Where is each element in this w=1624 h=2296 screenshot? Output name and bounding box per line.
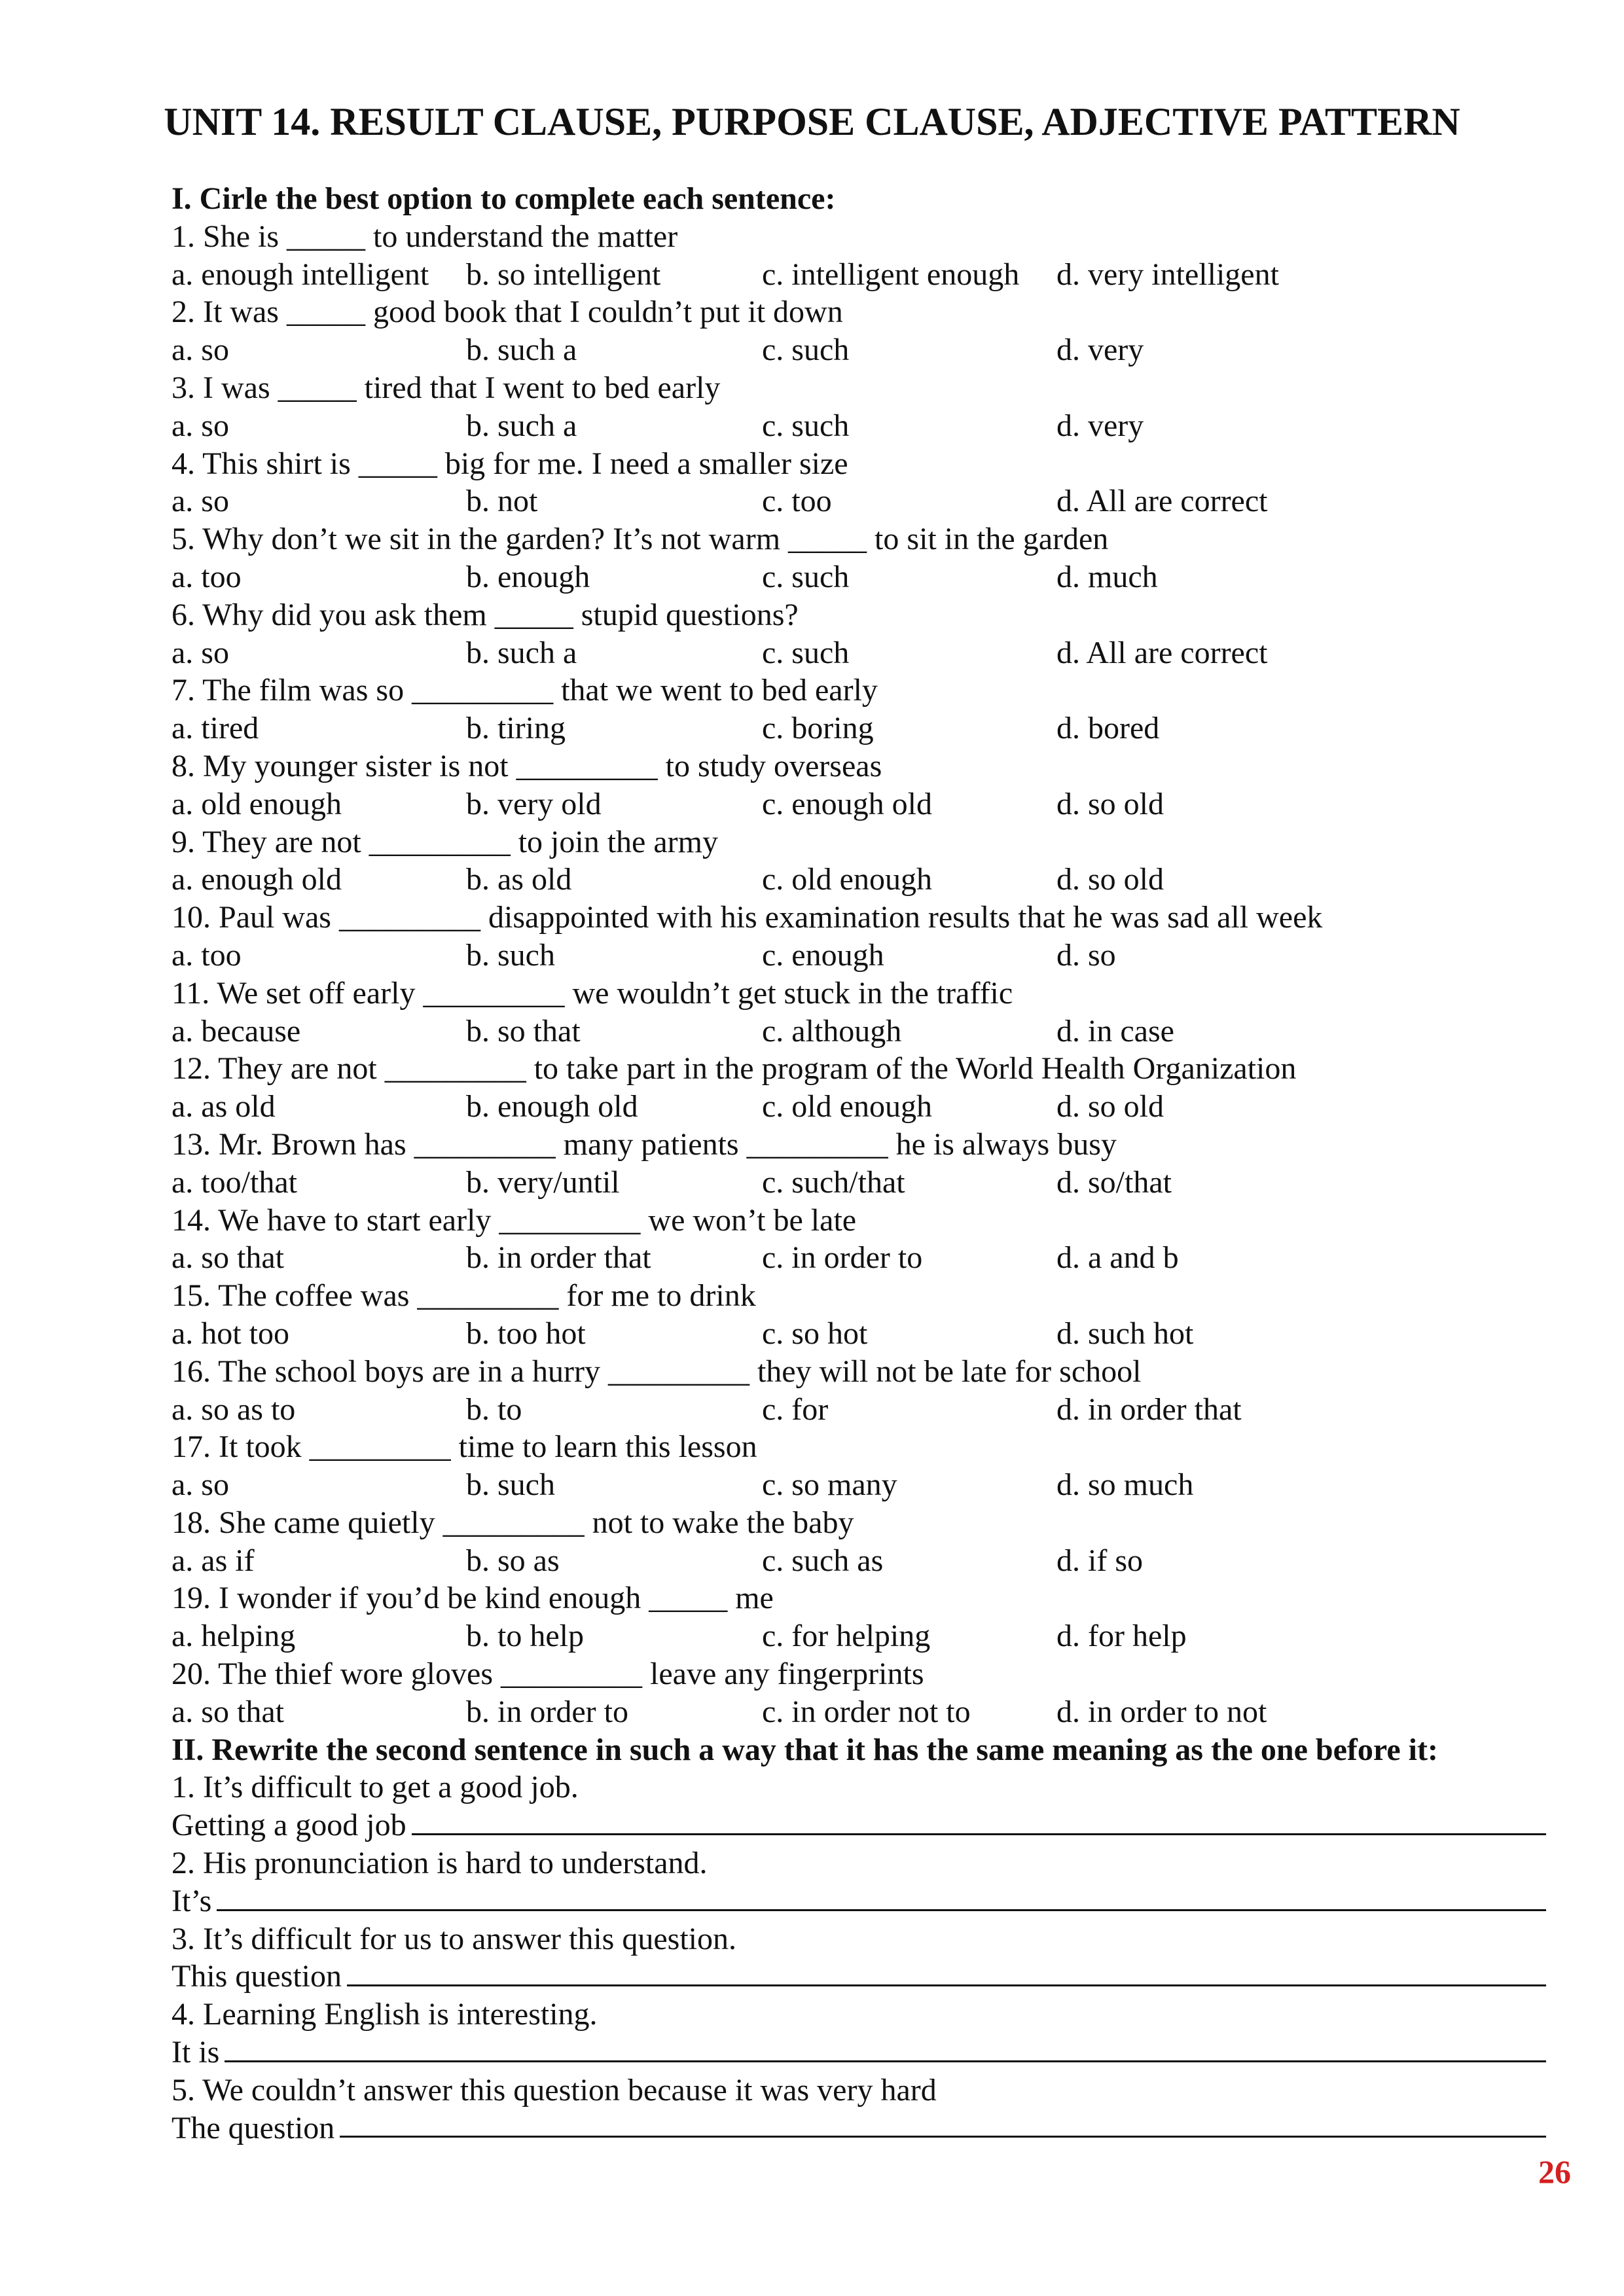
option-4-c[interactable]: c. too [762,484,832,519]
options-row-7 [171,709,1546,747]
option-13-c[interactable]: c. such/that [762,1164,905,1200]
option-17-c[interactable]: c. so many [762,1467,897,1503]
option-10-b[interactable]: b. such [466,937,555,973]
option-9-c[interactable]: c. old enough [762,862,932,897]
page-number: 26 [1538,2153,1571,2190]
option-20-a[interactable]: a. so that [171,1694,284,1729]
option-18-b[interactable]: b. so as [466,1543,560,1578]
option-2-c[interactable]: c. such [762,332,850,368]
question-12: 12. They are not _________ to take part in the program of the World Health Organization [171,1051,1297,1086]
option-13-b[interactable]: b. very/until [466,1164,620,1200]
answer-blank-2[interactable] [217,1909,1546,1911]
option-10-c[interactable]: c. enough [762,937,884,973]
question-list [171,218,1546,1731]
option-12-b[interactable]: b. enough old [466,1089,638,1124]
option-7-d[interactable]: d. bored [1056,711,1160,746]
question-5: 5. Why don’t we sit in the garden? It’s not warm _____ to sit in the garden [171,522,1109,557]
option-19-a[interactable]: a. helping [171,1619,296,1654]
rewrite-sentence-3: 3. It’s difficult for us to answer this question. [171,1921,737,1956]
option-17-a[interactable]: a. so [171,1467,229,1503]
option-11-c[interactable]: c. although [762,1013,902,1049]
option-16-a[interactable]: a. so as to [171,1391,296,1427]
section-2-heading: II. Rewrite the second sentence in such a way that it has the same meaning as the one before it: [171,1732,1438,1767]
option-14-b[interactable]: b. in order that [466,1240,651,1276]
option-9-d[interactable]: d. so old [1056,862,1164,897]
options-row-2 [171,331,1546,369]
option-12-c[interactable]: c. old enough [762,1089,932,1124]
worksheet-content [171,180,1546,2147]
rewrite-sentence-4: 4. Learning English is interesting. [171,1997,598,2032]
option-15-a[interactable]: a. hot too [171,1316,289,1351]
option-8-c[interactable]: c. enough old [762,786,932,821]
rewrite-sentence-2: 2. His pronunciation is hard to understand. [171,1846,708,1881]
option-6-d[interactable]: d. All are correct [1056,635,1268,670]
options-row-20 [171,1693,1546,1731]
options-row-5 [171,558,1546,596]
rewrite-lead-4: It is [171,2035,220,2070]
option-12-a[interactable]: a. as old [171,1089,276,1124]
option-11-b[interactable]: b. so that [466,1013,581,1049]
options-row-12 [171,1088,1546,1126]
option-8-d[interactable]: d. so old [1056,786,1164,821]
option-20-c[interactable]: c. in order not to [762,1694,971,1729]
option-20-d[interactable]: d. in order to not [1056,1694,1267,1729]
rewrite-lead-5: The question [171,2110,335,2145]
option-3-c[interactable]: c. such [762,408,850,443]
option-1-a[interactable]: a. enough intelligent [171,257,429,292]
option-5-a[interactable]: a. too [171,559,242,594]
option-3-d[interactable]: d. very [1056,408,1144,443]
section-1-heading: I. Cirle the best option to complete each sentence: [171,181,836,216]
option-10-a[interactable]: a. too [171,937,242,973]
option-7-a[interactable]: a. tired [171,711,259,746]
question-14: 14. We have to start early _________ we won’t be late [171,1202,857,1238]
options-row-14 [171,1239,1546,1277]
question-15: 15. The coffee was _________ for me to drink [171,1278,756,1314]
options-row-11 [171,1013,1546,1050]
options-row-6 [171,634,1546,672]
answer-blank-4[interactable] [225,2060,1546,2062]
rewrite-lead-3: This question [171,1959,342,1994]
option-4-a[interactable]: a. so [171,484,229,519]
options-row-8 [171,785,1546,823]
question-17: 17. It took _________ time to learn this lesson [171,1429,757,1465]
rewrite-answer-row-2 [171,1882,1546,1920]
option-4-b[interactable]: b. not [466,484,538,519]
option-20-b[interactable]: b. in order to [466,1694,628,1729]
option-1-b[interactable]: b. so intelligent [466,257,661,292]
option-7-c[interactable]: c. boring [762,711,874,746]
option-18-a[interactable]: a. as if [171,1543,255,1578]
option-1-d[interactable]: d. very intelligent [1056,257,1279,292]
option-16-c[interactable]: c. for [762,1391,829,1427]
answer-blank-1[interactable] [412,1833,1546,1835]
option-10-d[interactable]: d. so [1056,937,1116,973]
question-19: 19. I wonder if you’d be kind enough _____ me [171,1581,774,1616]
option-3-a[interactable]: a. so [171,408,229,443]
question-2: 2. It was _____ good book that I couldn’t put it down [171,295,843,330]
option-2-d[interactable]: d. very [1056,332,1144,368]
options-row-19 [171,1617,1546,1655]
question-6: 6. Why did you ask them _____ stupid questions? [171,597,799,632]
options-row-10 [171,937,1546,975]
option-14-c[interactable]: c. in order to [762,1240,923,1276]
question-11: 11. We set off early _________ we wouldn’t get stuck in the traffic [171,975,1013,1011]
answer-blank-5[interactable] [340,2136,1546,2138]
option-19-d[interactable]: d. for help [1056,1619,1187,1654]
option-15-c[interactable]: c. so hot [762,1316,868,1351]
rewrite-sentence-5: 5. We couldn’t answer this question because it was very hard [171,2072,937,2108]
option-14-d[interactable]: d. a and b [1056,1240,1179,1276]
option-9-b[interactable]: b. as old [466,862,572,897]
option-5-c[interactable]: c. such [762,559,850,594]
rewrite-answer-row-3 [171,1958,1546,1996]
question-16: 16. The school boys are in a hurry _________ they will not be late for school [171,1354,1142,1389]
option-8-a[interactable]: a. old enough [171,786,342,821]
option-18-d[interactable]: d. if so [1056,1543,1143,1578]
option-17-b[interactable]: b. such [466,1467,555,1503]
question-10: 10. Paul was _________ disappointed with his examination results that he was sad all week [171,900,1323,935]
rewrite-answer-row-5 [171,2109,1546,2147]
option-15-d[interactable]: d. such hot [1056,1316,1194,1351]
unit-title: UNIT 14. RESULT CLAUSE, PURPOSE CLAUSE, ADJECTIVE PATTERN [164,100,1460,143]
option-19-b[interactable]: b. to help [466,1619,584,1654]
answer-blank-3[interactable] [347,1984,1546,1986]
options-row-9 [171,861,1546,899]
question-7: 7. The film was so _________ that we went to bed early [171,673,878,708]
option-2-a[interactable]: a. so [171,332,229,368]
options-row-13 [171,1164,1546,1202]
options-row-4 [171,482,1546,520]
question-8: 8. My younger sister is not _________ to study overseas [171,748,882,783]
option-3-b[interactable]: b. such a [466,408,577,443]
question-20: 20. The thief wore gloves _________ leave any fingerprints [171,1657,924,1692]
options-row-15 [171,1315,1546,1353]
option-14-a[interactable]: a. so that [171,1240,284,1276]
rewrite-lead-2: It’s [171,1883,212,1918]
options-row-17 [171,1466,1546,1504]
option-1-c[interactable]: c. intelligent enough [762,257,1020,292]
question-4: 4. This shirt is _____ big for me. I need a smaller size [171,446,848,481]
question-13: 13. Mr. Brown has _________ many patients _________ he is always busy [171,1126,1117,1162]
option-15-b[interactable]: b. too hot [466,1316,586,1351]
question-3: 3. I was _____ tired that I went to bed early [171,370,721,405]
option-13-d[interactable]: d. so/that [1056,1164,1172,1200]
option-2-b[interactable]: b. such a [466,332,577,368]
option-8-b[interactable]: b. very old [466,786,602,821]
question-9: 9. They are not _________ to join the army [171,824,718,859]
rewrite-lead-1: Getting a good job [171,1808,406,1843]
option-19-c[interactable]: c. for helping [762,1619,931,1654]
option-5-d[interactable]: d. much [1056,559,1158,594]
rewrite-answer-row-4 [171,2034,1546,2072]
option-12-d[interactable]: d. so old [1056,1089,1164,1124]
rewrite-answer-row-1 [171,1806,1546,1844]
question-18: 18. She came quietly _________ not to wake the baby [171,1505,854,1540]
option-16-d[interactable]: d. in order that [1056,1391,1242,1427]
options-row-3 [171,407,1546,445]
option-4-d[interactable]: d. All are correct [1056,484,1268,519]
option-18-c[interactable]: c. such as [762,1543,884,1578]
rewrite-sentence-1: 1. It’s difficult to get a good job. [171,1770,579,1805]
option-5-b[interactable]: b. enough [466,559,590,594]
question-1: 1. She is _____ to understand the matter [171,219,678,254]
option-6-a[interactable]: a. so [171,635,229,670]
option-6-c[interactable]: c. such [762,635,850,670]
options-row-1 [171,256,1546,294]
option-9-a[interactable]: a. enough old [171,862,342,897]
option-7-b[interactable]: b. tiring [466,711,566,746]
rewrite-list [171,1768,1546,2147]
option-6-b[interactable]: b. such a [466,635,577,670]
option-17-d[interactable]: d. so much [1056,1467,1194,1503]
option-16-b[interactable]: b. to [466,1391,522,1427]
option-13-a[interactable]: a. too/that [171,1164,297,1200]
option-11-d[interactable]: d. in case [1056,1013,1174,1049]
options-row-16 [171,1391,1546,1429]
options-row-18 [171,1542,1546,1580]
option-11-a[interactable]: a. because [171,1013,301,1049]
